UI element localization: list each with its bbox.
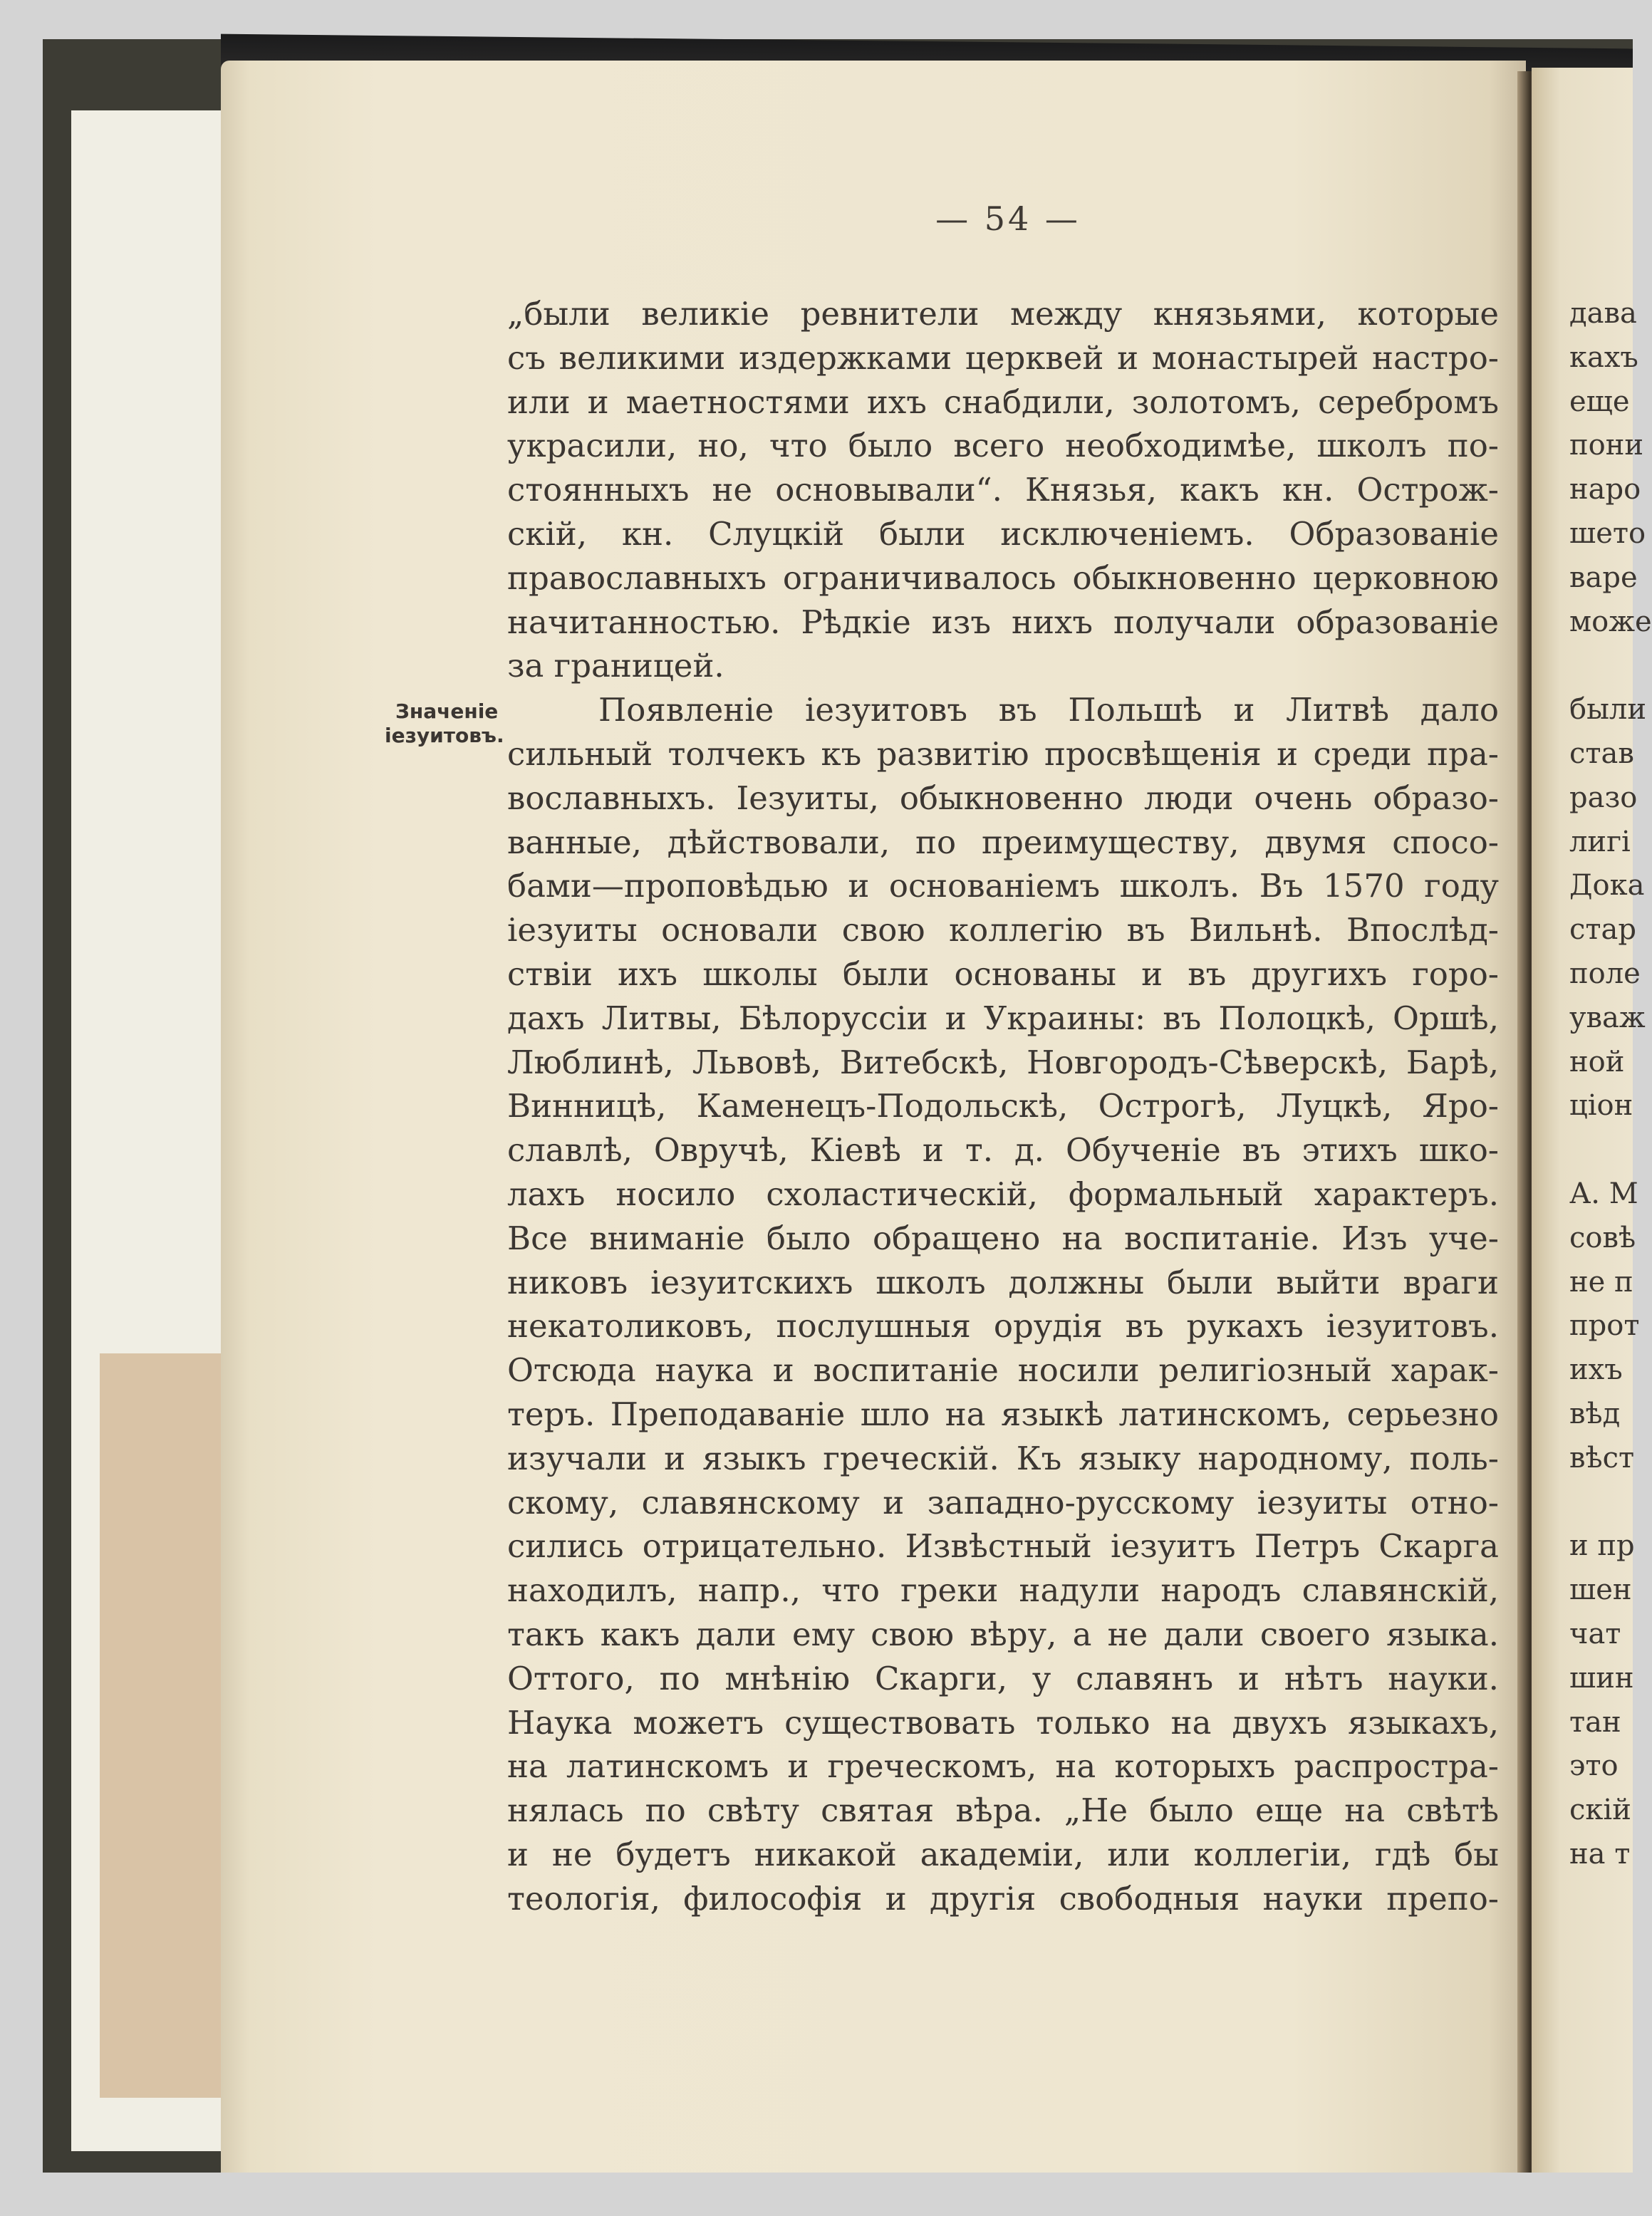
text-line: такъ какъ дали ему свою вѣру, а не дали своего языка. bbox=[507, 1615, 1499, 1653]
text-line: теръ. Преподаваніе шло на языкѣ латинскомъ, серьезно bbox=[507, 1395, 1499, 1433]
facing-line: еще bbox=[1569, 385, 1630, 418]
facing-line: стар bbox=[1569, 913, 1636, 947]
text-line: бами—проповѣдью и основаніемъ школъ. Въ 1570 году bbox=[507, 867, 1499, 905]
facing-line: став bbox=[1569, 737, 1634, 770]
facing-line: може bbox=[1569, 605, 1652, 638]
text-line: нялась по свѣту святая вѣра. „Не было еще на свѣтѣ bbox=[507, 1791, 1499, 1830]
facing-line: Дока bbox=[1569, 869, 1645, 902]
text-line: находилъ, напр., что греки надули народъ славянскій, bbox=[507, 1571, 1499, 1610]
facing-line: вѣст bbox=[1569, 1441, 1635, 1474]
paragraph-start-line: Появленіе іезуитовъ въ Польшѣ и Литвѣ дало bbox=[598, 691, 1499, 729]
facing-page-text bbox=[1569, 292, 1652, 1877]
facing-line: совѣ bbox=[1569, 1221, 1636, 1254]
facing-line: чат bbox=[1569, 1617, 1621, 1650]
text-line: лахъ носило схоластическій, формальный характеръ. bbox=[507, 1175, 1499, 1213]
text-line: съ великими издержками церквей и монастырей настро- bbox=[507, 338, 1499, 377]
facing-line: вѣд bbox=[1569, 1397, 1621, 1430]
margin-note bbox=[385, 699, 506, 748]
text-line: и не будетъ никакой академіи, или коллегіи, гдѣ бы bbox=[507, 1835, 1499, 1873]
facing-line: прот bbox=[1569, 1309, 1640, 1343]
facing-line: кахъ bbox=[1569, 340, 1638, 374]
facing-line: были bbox=[1569, 693, 1646, 727]
text-line: Оттого, по мнѣнію Скарги, у славянъ и нѣтъ науки. bbox=[507, 1659, 1499, 1697]
facing-line: ной bbox=[1569, 1045, 1625, 1078]
text-line: „были великіе ревнители между князьями, которые bbox=[507, 295, 1499, 333]
text-line: сильный толчекъ къ развитію просвѣщенія и среди пра- bbox=[507, 734, 1499, 773]
facing-line: А. М bbox=[1569, 1177, 1638, 1210]
facing-line: варе bbox=[1569, 561, 1638, 594]
page-number: — 54 — bbox=[935, 199, 1081, 238]
facing-line: это bbox=[1569, 1749, 1619, 1783]
facing-line: дава bbox=[1569, 297, 1637, 330]
facing-line: тан bbox=[1569, 1705, 1621, 1739]
text-line: ванные, дѣйствовали, по преимуществу, двумя спосо- bbox=[507, 823, 1499, 861]
text-line: ствіи ихъ школы были основаны и въ другихъ горо- bbox=[507, 954, 1499, 993]
text-line: Наука можетъ существовать только на двухъ языкахъ, bbox=[507, 1703, 1499, 1742]
margin-note-line: іезуитовъ. bbox=[385, 724, 504, 747]
facing-line: на т bbox=[1569, 1837, 1631, 1871]
text-line: начитанностью. Рѣдкіе изъ нихъ получали образованіе bbox=[507, 603, 1499, 641]
text-line: Винницѣ, Каменецъ-Подольскѣ, Острогѣ, Луцкѣ, Яро- bbox=[507, 1087, 1499, 1125]
facing-line bbox=[1569, 644, 1633, 688]
text-line: іезуиты основали свою коллегію въ Вильнѣ. Впослѣд- bbox=[507, 911, 1499, 950]
text-line: никовъ іезуитскихъ школъ должны были выйти враги bbox=[507, 1263, 1499, 1301]
text-line: дахъ Литвы, Бѣлоруссіи и Украины: въ Полоцкѣ, Оршѣ, bbox=[507, 999, 1499, 1037]
text-line: Люблинѣ, Львовѣ, Витебскѣ, Новгородъ-Сѣверскѣ, Барѣ, bbox=[507, 1043, 1499, 1081]
text-line: сились отрицательно. Извѣстный іезуитъ Петръ Скарга bbox=[507, 1527, 1499, 1566]
facing-line bbox=[1569, 1128, 1633, 1172]
text-line: изучали и языкъ греческій. Къ языку народному, поль- bbox=[507, 1439, 1499, 1477]
text-line: теологія, философія и другія свободныя науки препо- bbox=[507, 1879, 1499, 1918]
text-line: за границей. bbox=[507, 647, 724, 685]
facing-line: шен bbox=[1569, 1573, 1632, 1607]
body-text bbox=[507, 292, 1499, 1920]
text-line: православныхъ ограничивалось обыкновенно церковною bbox=[507, 558, 1499, 597]
facing-line: разо bbox=[1569, 781, 1638, 814]
text-line: украсили, но, что было всего необходимѣе, школъ по- bbox=[507, 427, 1499, 465]
facing-line: лигі bbox=[1569, 825, 1631, 858]
facing-line: поле bbox=[1569, 957, 1641, 990]
facing-line: ціон bbox=[1569, 1089, 1633, 1123]
text-line: скій, кн. Слуцкій были исключеніемъ. Образованіе bbox=[507, 514, 1499, 553]
facing-line: уваж bbox=[1569, 1001, 1646, 1034]
facing-line: не п bbox=[1569, 1265, 1633, 1299]
facing-line: скій bbox=[1569, 1794, 1631, 1827]
text-line: Отсюда наука и воспитаніе носили религіозный харак- bbox=[507, 1351, 1499, 1390]
text-line: стоянныхъ не основывали“. Князья, какъ кн. Острож- bbox=[507, 471, 1499, 509]
margin-note-line: Значеніе bbox=[395, 699, 499, 723]
text-line: на латинскомъ и греческомъ, на которыхъ распростра- bbox=[507, 1747, 1499, 1786]
text-line: Все вниманіе было обращено на воспитаніе. Изъ уче- bbox=[507, 1219, 1499, 1257]
text-line: или и маетностями ихъ снабдили, золотомъ, серебромъ bbox=[507, 383, 1499, 421]
facing-line: наро bbox=[1569, 473, 1641, 506]
facing-line bbox=[1569, 1481, 1633, 1525]
text-line: славлѣ, Овручѣ, Кіевѣ и т. д. Обученіе въ этихъ шко- bbox=[507, 1131, 1499, 1170]
text-line: скому, славянскому и западно-русскому іезуиты отно- bbox=[507, 1483, 1499, 1521]
paper-strip bbox=[100, 1353, 235, 2098]
facing-line: шето bbox=[1569, 516, 1646, 550]
text-line: некатоликовъ, послушныя орудія въ рукахъ іезуитовъ. bbox=[507, 1307, 1499, 1346]
text-line: вославныхъ. Іезуиты, обыкновенно люди очень образо- bbox=[507, 779, 1499, 817]
facing-line: шин bbox=[1569, 1661, 1634, 1695]
facing-line: и пр bbox=[1569, 1529, 1635, 1563]
facing-line: пони bbox=[1569, 429, 1644, 462]
facing-line: ихъ bbox=[1569, 1353, 1623, 1387]
